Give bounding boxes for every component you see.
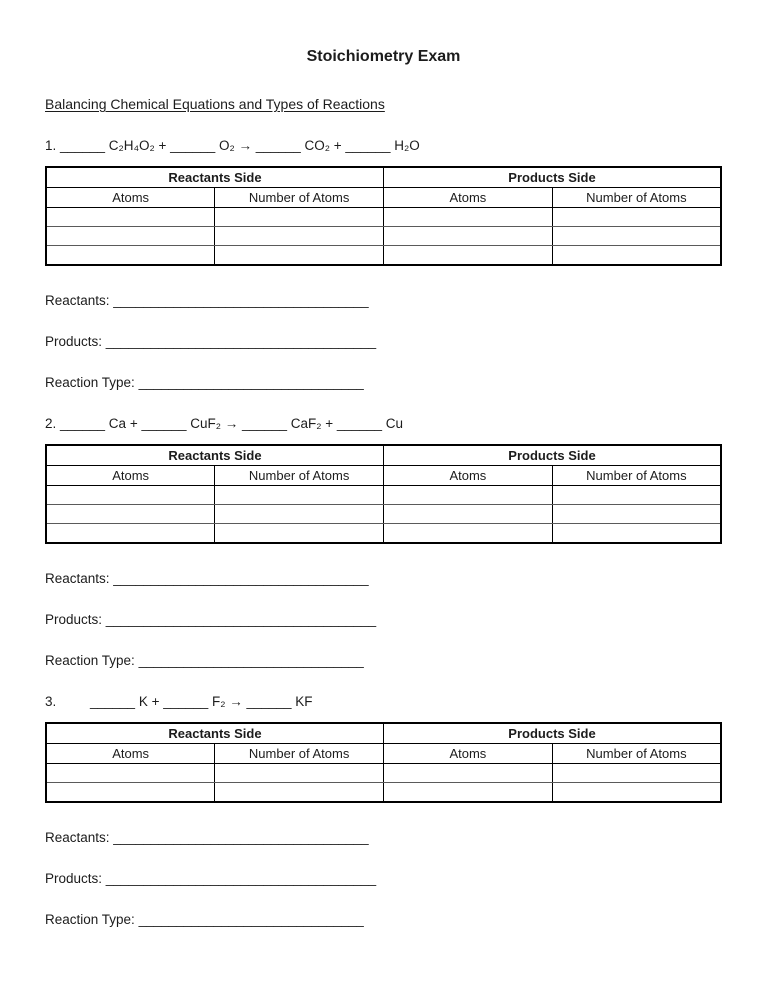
table-row xyxy=(46,764,721,783)
table-column-header-row xyxy=(46,188,721,208)
empty-cell xyxy=(552,246,721,266)
number-of-atoms-column-header: Number of Atoms xyxy=(215,188,384,208)
reactants-line xyxy=(45,293,722,309)
empty-cell xyxy=(552,208,721,227)
empty-cell xyxy=(384,227,553,246)
reaction-type-label: Reaction Type: xyxy=(45,375,135,390)
empty-cell xyxy=(215,505,384,524)
empty-cell xyxy=(384,783,553,803)
empty-cell xyxy=(46,227,215,246)
empty-cell xyxy=(215,227,384,246)
reaction-type-blank: ______________________________ xyxy=(134,912,364,927)
table-row xyxy=(46,524,721,544)
products-side-header: Products Side xyxy=(384,167,722,188)
products-label: Products: xyxy=(45,871,103,886)
reaction-type-line xyxy=(45,375,722,391)
empty-cell xyxy=(384,524,553,544)
equation-3: 3. ______ K + ______ F₂ → ______ KF xyxy=(45,694,313,709)
reactants-side-header: Reactants Side xyxy=(46,723,384,744)
reaction-type-label: Reaction Type: xyxy=(45,653,135,668)
reactants-label: Reactants: xyxy=(45,293,110,308)
section-heading: Balancing Chemical Equations and Types of Reactions xyxy=(45,96,385,112)
empty-cell xyxy=(384,505,553,524)
products-side-header: Products Side xyxy=(384,723,722,744)
empty-cell xyxy=(552,524,721,544)
atoms-table-2 xyxy=(45,444,722,544)
empty-cell xyxy=(46,783,215,803)
reactants-line xyxy=(45,571,722,587)
reactants-blank: __________________________________ xyxy=(109,293,369,308)
empty-cell xyxy=(215,783,384,803)
products-line xyxy=(45,612,722,628)
empty-cell xyxy=(552,783,721,803)
empty-cell xyxy=(384,208,553,227)
table-row xyxy=(46,783,721,803)
number-of-atoms-column-header: Number of Atoms xyxy=(552,466,721,486)
question-block-3 xyxy=(45,693,722,928)
reactants-label: Reactants: xyxy=(45,830,110,845)
atoms-column-header: Atoms xyxy=(384,744,553,764)
atoms-table-3 xyxy=(45,722,722,803)
atoms-column-header: Atoms xyxy=(46,188,215,208)
empty-cell xyxy=(215,764,384,783)
empty-cell xyxy=(552,486,721,505)
products-blank: ____________________________________ xyxy=(102,612,377,627)
number-of-atoms-column-header: Number of Atoms xyxy=(552,744,721,764)
empty-cell xyxy=(215,524,384,544)
number-of-atoms-column-header: Number of Atoms xyxy=(215,744,384,764)
page-title: Stoichiometry Exam xyxy=(306,48,461,65)
reaction-type-line xyxy=(45,912,722,928)
table-row xyxy=(46,208,721,227)
empty-cell xyxy=(552,505,721,524)
reactants-label: Reactants: xyxy=(45,571,110,586)
empty-cell xyxy=(215,246,384,266)
empty-cell xyxy=(384,764,553,783)
atoms-column-header: Atoms xyxy=(384,466,553,486)
reaction-type-line xyxy=(45,653,722,669)
reactants-side-header: Reactants Side xyxy=(46,167,384,188)
products-label: Products: xyxy=(45,334,103,349)
products-side-header: Products Side xyxy=(384,445,722,466)
table-column-header-row xyxy=(46,466,721,486)
reactants-side-header: Reactants Side xyxy=(46,445,384,466)
empty-cell xyxy=(46,246,215,266)
reaction-type-label: Reaction Type: xyxy=(45,912,135,927)
reactants-blank: __________________________________ xyxy=(109,830,369,845)
empty-cell xyxy=(552,227,721,246)
products-line xyxy=(45,871,722,887)
table-side-header-row xyxy=(46,167,721,188)
empty-cell xyxy=(215,208,384,227)
products-label: Products: xyxy=(45,612,103,627)
table-column-header-row xyxy=(46,744,721,764)
empty-cell xyxy=(46,764,215,783)
equation-2: 2. ______ Ca + ______ CuF₂ → ______ CaF₂ + ______ Cu xyxy=(45,416,403,431)
question-block-1 xyxy=(45,137,722,391)
empty-cell xyxy=(215,486,384,505)
empty-cell xyxy=(384,246,553,266)
empty-cell xyxy=(46,524,215,544)
empty-cell xyxy=(552,764,721,783)
question-block-2 xyxy=(45,415,722,669)
number-of-atoms-column-header: Number of Atoms xyxy=(215,466,384,486)
number-of-atoms-column-header: Number of Atoms xyxy=(552,188,721,208)
atoms-table-1 xyxy=(45,166,722,266)
empty-cell xyxy=(46,486,215,505)
table-side-header-row xyxy=(46,445,721,466)
table-row xyxy=(46,505,721,524)
reactants-line xyxy=(45,830,722,846)
table-side-header-row xyxy=(46,723,721,744)
reactants-blank: __________________________________ xyxy=(109,571,369,586)
products-blank: ____________________________________ xyxy=(102,871,377,886)
empty-cell xyxy=(46,505,215,524)
atoms-column-header: Atoms xyxy=(46,466,215,486)
empty-cell xyxy=(46,208,215,227)
empty-cell xyxy=(384,486,553,505)
equation-1: 1. ______ C₂H₄O₂ + ______ O₂ → ______ CO₂ + ______ H₂O xyxy=(45,138,420,153)
table-row xyxy=(46,246,721,266)
products-line xyxy=(45,334,722,350)
products-blank: ____________________________________ xyxy=(102,334,377,349)
table-row xyxy=(46,486,721,505)
atoms-column-header: Atoms xyxy=(46,744,215,764)
reaction-type-blank: ______________________________ xyxy=(134,653,364,668)
table-row xyxy=(46,227,721,246)
atoms-column-header: Atoms xyxy=(384,188,553,208)
reaction-type-blank: ______________________________ xyxy=(134,375,364,390)
